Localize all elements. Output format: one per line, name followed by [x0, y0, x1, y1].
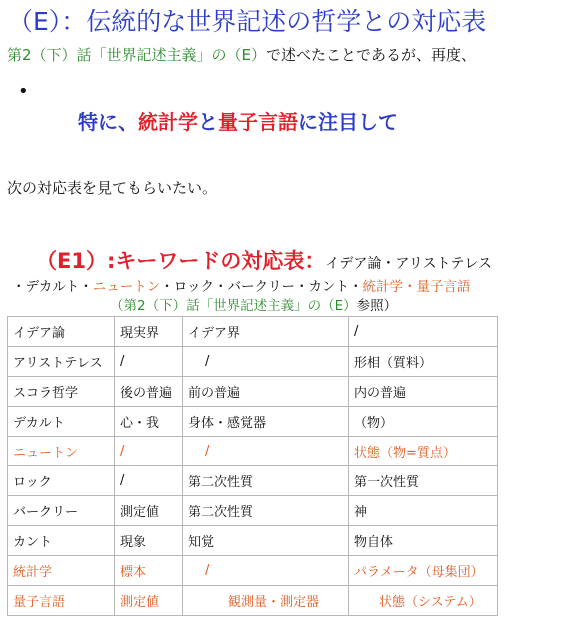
table-cell: 心・我: [115, 406, 183, 436]
table-cell: 物自体: [349, 526, 498, 556]
table-cell: 現象: [115, 526, 183, 556]
table-row: [8, 556, 498, 586]
table-row: [8, 586, 498, 616]
bullet-marker: •: [18, 81, 29, 102]
table-cell: デカルト: [8, 406, 115, 436]
table-cell: 量子言語: [8, 586, 115, 616]
table-cell: /: [115, 436, 183, 466]
table-cell: パラメータ（母集団）: [349, 556, 498, 586]
reference-suffix: 参照）: [356, 298, 398, 314]
reference-note: [110, 297, 397, 315]
table-cell: 後の普遍: [115, 376, 183, 406]
table-cell: ニュートン: [8, 436, 115, 466]
e1-heading-keywords: イデア論・アリストテレス: [325, 256, 492, 272]
table-row: [8, 496, 498, 526]
emphasis-heading: [78, 108, 578, 136]
table-row: [8, 406, 498, 436]
table-cell: /: [183, 556, 349, 586]
table-cell: 標本: [115, 556, 183, 586]
table-row: [8, 466, 498, 496]
table-cell: 第二次性質: [183, 496, 349, 526]
table-cell: 内の普遍: [349, 376, 498, 406]
emphasis-statistics: 統計学: [138, 110, 198, 134]
table-cell: 形相（質料）: [349, 346, 498, 376]
table-cell: /: [183, 346, 349, 376]
emphasis-part-1: 特に、: [78, 110, 138, 134]
intro-text: で述べたことであるが、再度、: [266, 46, 477, 64]
table-row: [8, 526, 498, 556]
table-cell: 神: [349, 496, 498, 526]
table-cell: 観測量・測定器: [183, 586, 349, 616]
table-row: [8, 436, 498, 466]
page-title: （E）：伝統的な世界記述の哲学との対応表: [8, 7, 487, 36]
table-cell: 第一次性質: [349, 466, 498, 496]
table-cell: イデア論: [8, 317, 115, 347]
table-cell: 状態（システム）: [349, 586, 498, 616]
e1-heading: [36, 247, 581, 278]
table-cell: アリストテレス: [8, 346, 115, 376]
table-cell: 状態（物=質点）: [349, 436, 498, 466]
table-cell: （物）: [349, 406, 498, 436]
table-row: [8, 317, 498, 347]
table-cell: /: [115, 346, 183, 376]
table-cell: /: [183, 436, 349, 466]
table-cell: バークリー: [8, 496, 115, 526]
keyword-part-1: ・デカルト・: [12, 279, 93, 295]
keyword-line: [12, 278, 582, 296]
table-cell: 統計学: [8, 556, 115, 586]
table-cell: 知覚: [183, 526, 349, 556]
table-cell: /: [349, 317, 498, 347]
table-cell: 現実界: [115, 317, 183, 347]
reference-link[interactable]: （第2（下）話「世界記述主義」の（E）: [110, 298, 357, 314]
intro-line: [7, 45, 582, 65]
table-cell: 前の普遍: [183, 376, 349, 406]
table-cell: イデア界: [183, 317, 349, 347]
lead-text: 次の対応表を見てもらいたい。: [7, 179, 218, 197]
table-cell: 身体・感覚器: [183, 406, 349, 436]
table-cell: カント: [8, 526, 115, 556]
keyword-part-3: ・ロック・バークリー・カント・: [160, 279, 363, 295]
emphasis-part-3: と: [198, 110, 218, 134]
keyword-statistics-quantum: 統計学・量子言語: [362, 279, 471, 295]
correspondence-table: [7, 316, 498, 616]
e1-heading-title: （E1）:キーワードの対応表：: [36, 249, 326, 273]
table-cell: 第二次性質: [183, 466, 349, 496]
intro-reference-link[interactable]: 第2（下）話「世界記述主義」の（E）: [7, 46, 267, 64]
table-cell: /: [115, 466, 183, 496]
table-row: [8, 376, 498, 406]
emphasis-quantum-language: 量子言語: [218, 110, 298, 134]
table-cell: スコラ哲学: [8, 376, 115, 406]
emphasis-part-5: に注目して: [298, 110, 398, 134]
table-row: [8, 346, 498, 376]
keyword-newton: ニュートン: [92, 279, 161, 295]
table-cell: 測定値: [115, 586, 183, 616]
table-cell: 測定値: [115, 496, 183, 526]
table-cell: ロック: [8, 466, 115, 496]
